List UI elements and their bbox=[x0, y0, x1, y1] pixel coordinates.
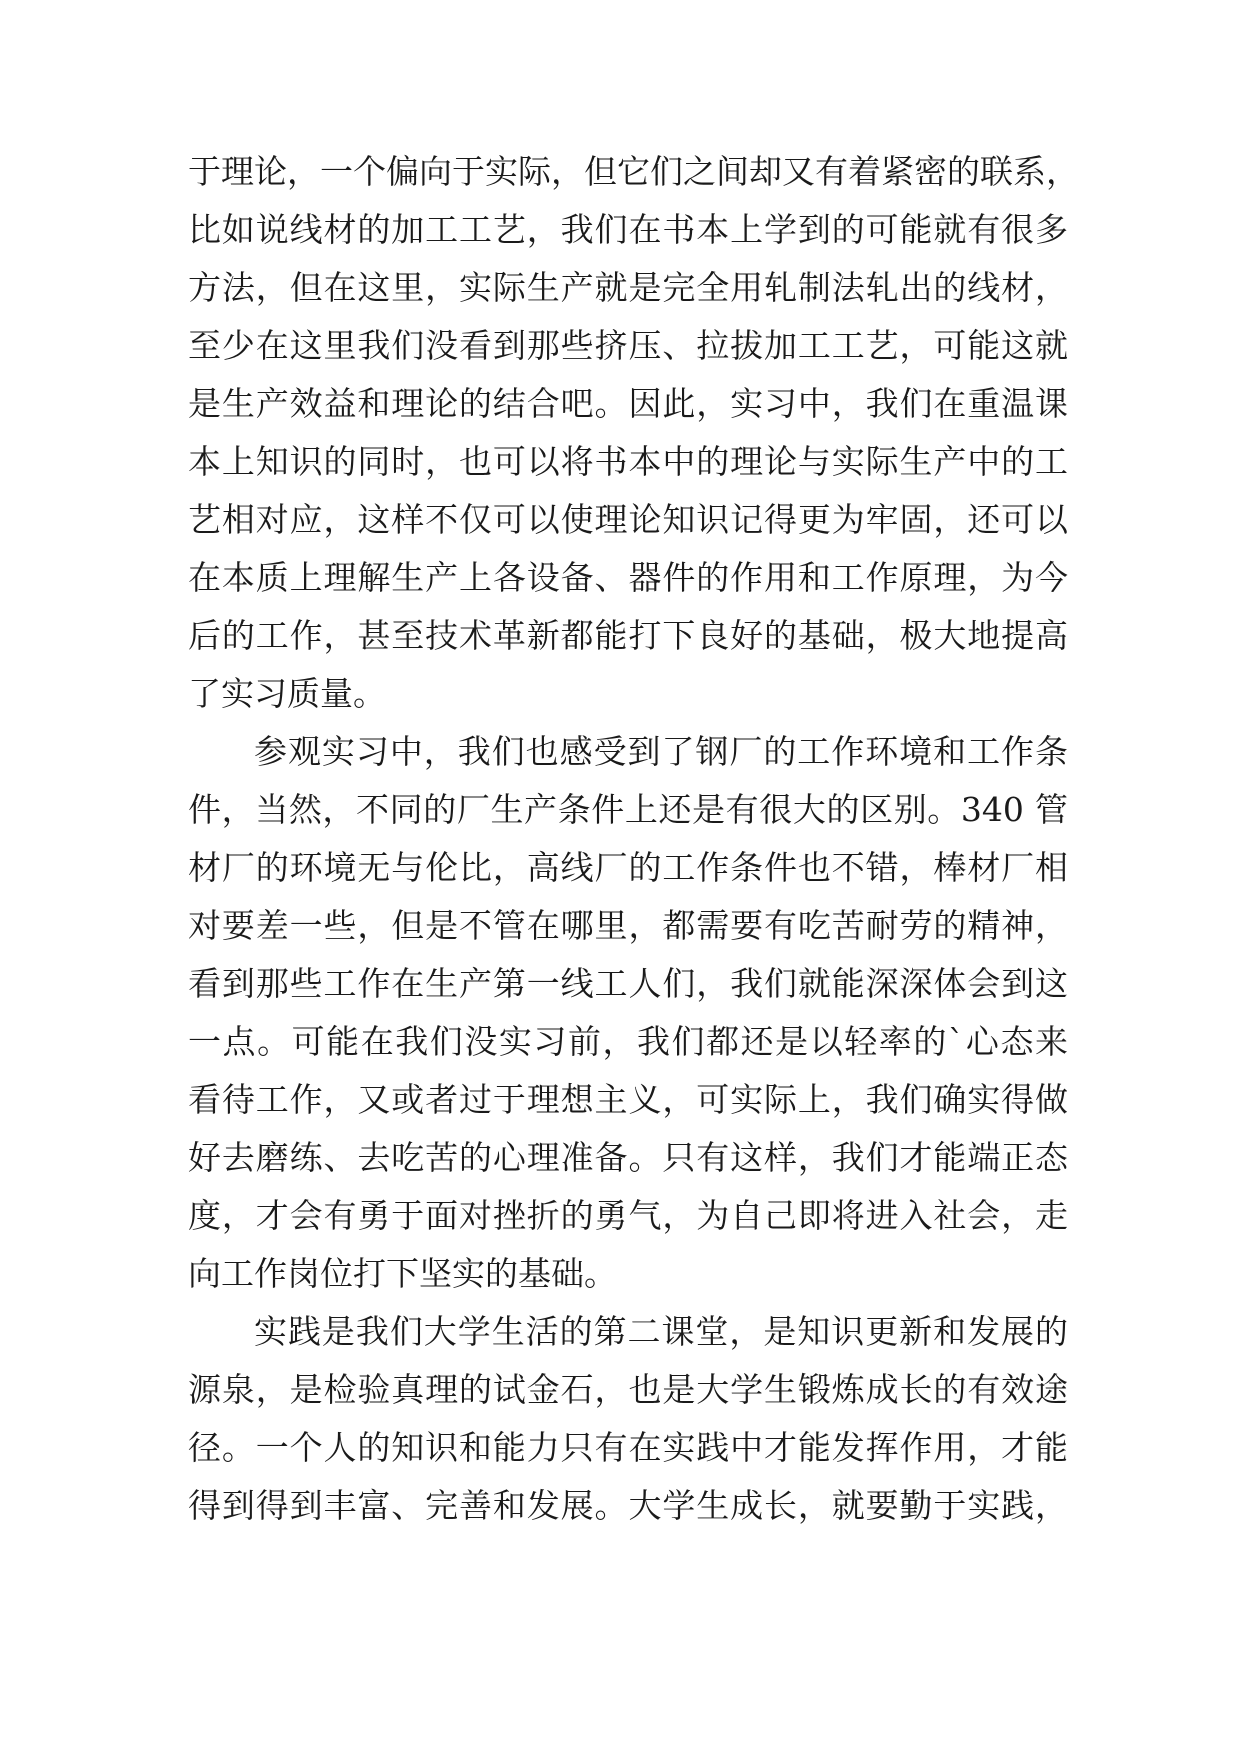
text-line: 于理论，一个偏向于实际，但它们之间却又有着紧密的联系， bbox=[188, 152, 1079, 191]
text-line: 是生产效益和理论的结合吧。因此，实习中，我们在重温课 bbox=[188, 384, 1068, 423]
text-line-paragraph-start: 参观实习中，我们也感受到了钢厂的工作环境和工作条 bbox=[254, 732, 1068, 771]
text-line: 艺相对应，这样不仅可以使理论知识记得更为牢固，还可以 bbox=[188, 500, 1068, 539]
text-line: 至少在这里我们没看到那些挤压、拉拔加工工艺，可能这就 bbox=[188, 326, 1068, 365]
text-line: 对要差一些，但是不管在哪里，都需要有吃苦耐劳的精神， bbox=[188, 906, 1068, 945]
text-line: 好去磨练、去吃苦的心理准备。只有这样，我们才能端正态 bbox=[188, 1138, 1068, 1177]
text-line: 得到得到丰富、完善和发展。大学生成长，就要勤于实践， bbox=[188, 1486, 1068, 1525]
text-line: 径。一个人的知识和能力只有在实践中才能发挥作用，才能 bbox=[188, 1428, 1068, 1467]
body-text bbox=[188, 143, 1079, 1535]
text-line: 看待工作，又或者过于理想主义，可实际上，我们确实得做 bbox=[188, 1080, 1068, 1119]
text-line: 件，当然，不同的厂生产条件上还是有很大的区别。340 管 bbox=[188, 790, 1068, 829]
text-line-paragraph-end: 了实习质量。 bbox=[188, 674, 386, 713]
text-line-paragraph-end: 向工作岗位打下坚实的基础。 bbox=[188, 1254, 617, 1293]
text-line: 本上知识的同时，也可以将书本中的理论与实际生产中的工 bbox=[188, 442, 1068, 481]
text-line-paragraph-start: 实践是我们大学生活的第二课堂，是知识更新和发展的 bbox=[254, 1312, 1068, 1351]
text-line: 比如说线材的加工工艺，我们在书本上学到的可能就有很多 bbox=[188, 210, 1068, 249]
text-line: 后的工作，甚至技术革新都能打下良好的基础，极大地提高 bbox=[188, 616, 1068, 655]
text-line: 材厂的环境无与伦比，高线厂的工作条件也不错，棒材厂相 bbox=[188, 848, 1068, 887]
text-line: 看到那些工作在生产第一线工人们，我们就能深深体会到这 bbox=[188, 964, 1068, 1003]
text-line: 方法，但在这里，实际生产就是完全用轧制法轧出的线材， bbox=[188, 268, 1068, 307]
text-line: 源泉，是检验真理的试金石，也是大学生锻炼成长的有效途 bbox=[188, 1370, 1068, 1409]
text-line: 度，才会有勇于面对挫折的勇气，为自己即将进入社会，走 bbox=[188, 1196, 1068, 1235]
text-line: 一点。可能在我们没实习前，我们都还是以轻率的`心态来 bbox=[188, 1022, 1068, 1061]
text-line: 在本质上理解生产上各设备、器件的作用和工作原理，为今 bbox=[188, 558, 1068, 597]
